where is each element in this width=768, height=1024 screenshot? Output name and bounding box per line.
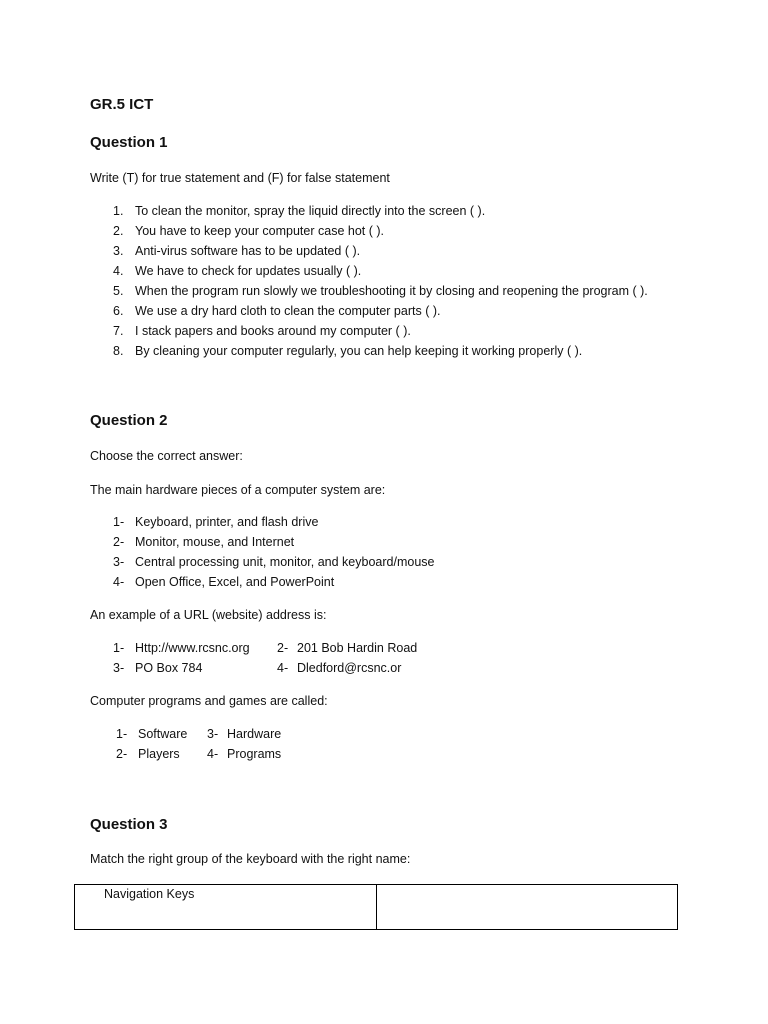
item-number: 4- <box>277 661 289 675</box>
item-text: PO Box 784 <box>135 661 203 675</box>
item-number: 4- <box>113 575 125 589</box>
question-2-part-3: Computer programs and games are called: <box>90 694 328 708</box>
list-item <box>113 535 294 549</box>
list-item <box>113 555 434 569</box>
list-item <box>207 747 281 761</box>
item-number: 3. <box>113 244 124 258</box>
list-item <box>113 204 485 218</box>
item-text: I stack papers and books around my computer ( ). <box>135 324 411 338</box>
item-text: Software <box>138 727 188 741</box>
question-2-part-2: An example of a URL (website) address is: <box>90 608 327 622</box>
matching-table <box>74 884 678 930</box>
question-2-heading: Question 2 <box>90 412 168 429</box>
item-text: When the program run slowly we troubleshooting it by closing and reopening the program ( ). <box>135 284 648 298</box>
list-item <box>277 661 401 675</box>
item-number: 6. <box>113 304 124 318</box>
item-text: By cleaning your computer regularly, you can help keeping it working properly ( ). <box>135 344 583 358</box>
question-1-heading: Question 1 <box>90 134 168 151</box>
item-number: 1- <box>113 641 125 655</box>
table-row <box>75 885 678 930</box>
item-number: 3- <box>207 727 219 741</box>
item-number: 4. <box>113 264 124 278</box>
item-text: To clean the monitor, spray the liquid directly into the screen ( ). <box>135 204 486 218</box>
item-number: 1- <box>113 515 125 529</box>
item-text: Http://www.rcsnc.org <box>135 641 250 655</box>
item-text: Central processing unit, monitor, and keyboard/mouse <box>135 555 435 569</box>
item-number: 2- <box>277 641 289 655</box>
item-number: 1. <box>113 204 124 218</box>
list-item <box>113 284 648 298</box>
question-3-instruction: Match the right group of the keyboard with the right name: <box>90 852 411 866</box>
item-number: 3- <box>113 661 125 675</box>
list-item <box>207 727 281 741</box>
item-number: 3- <box>113 555 125 569</box>
question-2-part-1: The main hardware pieces of a computer system are: <box>90 483 386 497</box>
item-text: 201 Bob Hardin Road <box>297 641 418 655</box>
question-3-heading: Question 3 <box>90 816 168 833</box>
item-number: 2- <box>116 747 128 761</box>
item-text: Players <box>138 747 180 761</box>
table-cell: Navigation Keys <box>75 885 377 930</box>
item-number: 2. <box>113 224 124 238</box>
item-number: 2- <box>113 535 125 549</box>
table-cell <box>376 885 678 930</box>
item-text: Anti-virus software has to be updated ( ). <box>135 244 361 258</box>
list-item <box>116 747 180 761</box>
item-number: 7. <box>113 324 124 338</box>
item-text: Keyboard, printer, and flash drive <box>135 515 319 529</box>
list-item <box>113 575 334 589</box>
item-text: We have to check for updates usually ( ). <box>135 264 362 278</box>
list-item <box>113 641 250 655</box>
list-item <box>113 515 318 529</box>
list-item <box>113 244 360 258</box>
list-item <box>116 727 187 741</box>
list-item <box>113 661 202 675</box>
item-number: 1- <box>116 727 128 741</box>
question-2-instruction: Choose the correct answer: <box>90 449 243 463</box>
list-item <box>113 324 411 338</box>
item-text: Open Office, Excel, and PowerPoint <box>135 575 335 589</box>
item-text: Dledford@rcsnc.or <box>297 661 402 675</box>
item-number: 4- <box>207 747 219 761</box>
list-item <box>113 344 582 358</box>
item-text: We use a dry hard cloth to clean the computer parts ( ). <box>135 304 441 318</box>
document-title: GR.5 ICT <box>90 96 154 113</box>
question-1-instruction: Write (T) for true statement and (F) for false statement <box>90 171 390 185</box>
item-number: 5. <box>113 284 124 298</box>
list-item <box>113 304 440 318</box>
list-item <box>277 641 417 655</box>
item-number: 8. <box>113 344 124 358</box>
list-item <box>113 224 384 238</box>
item-text: Hardware <box>227 727 282 741</box>
list-item <box>113 264 361 278</box>
item-text: Monitor, mouse, and Internet <box>135 535 295 549</box>
item-text: Programs <box>227 747 282 761</box>
item-text: You have to keep your computer case hot ( ). <box>135 224 384 238</box>
